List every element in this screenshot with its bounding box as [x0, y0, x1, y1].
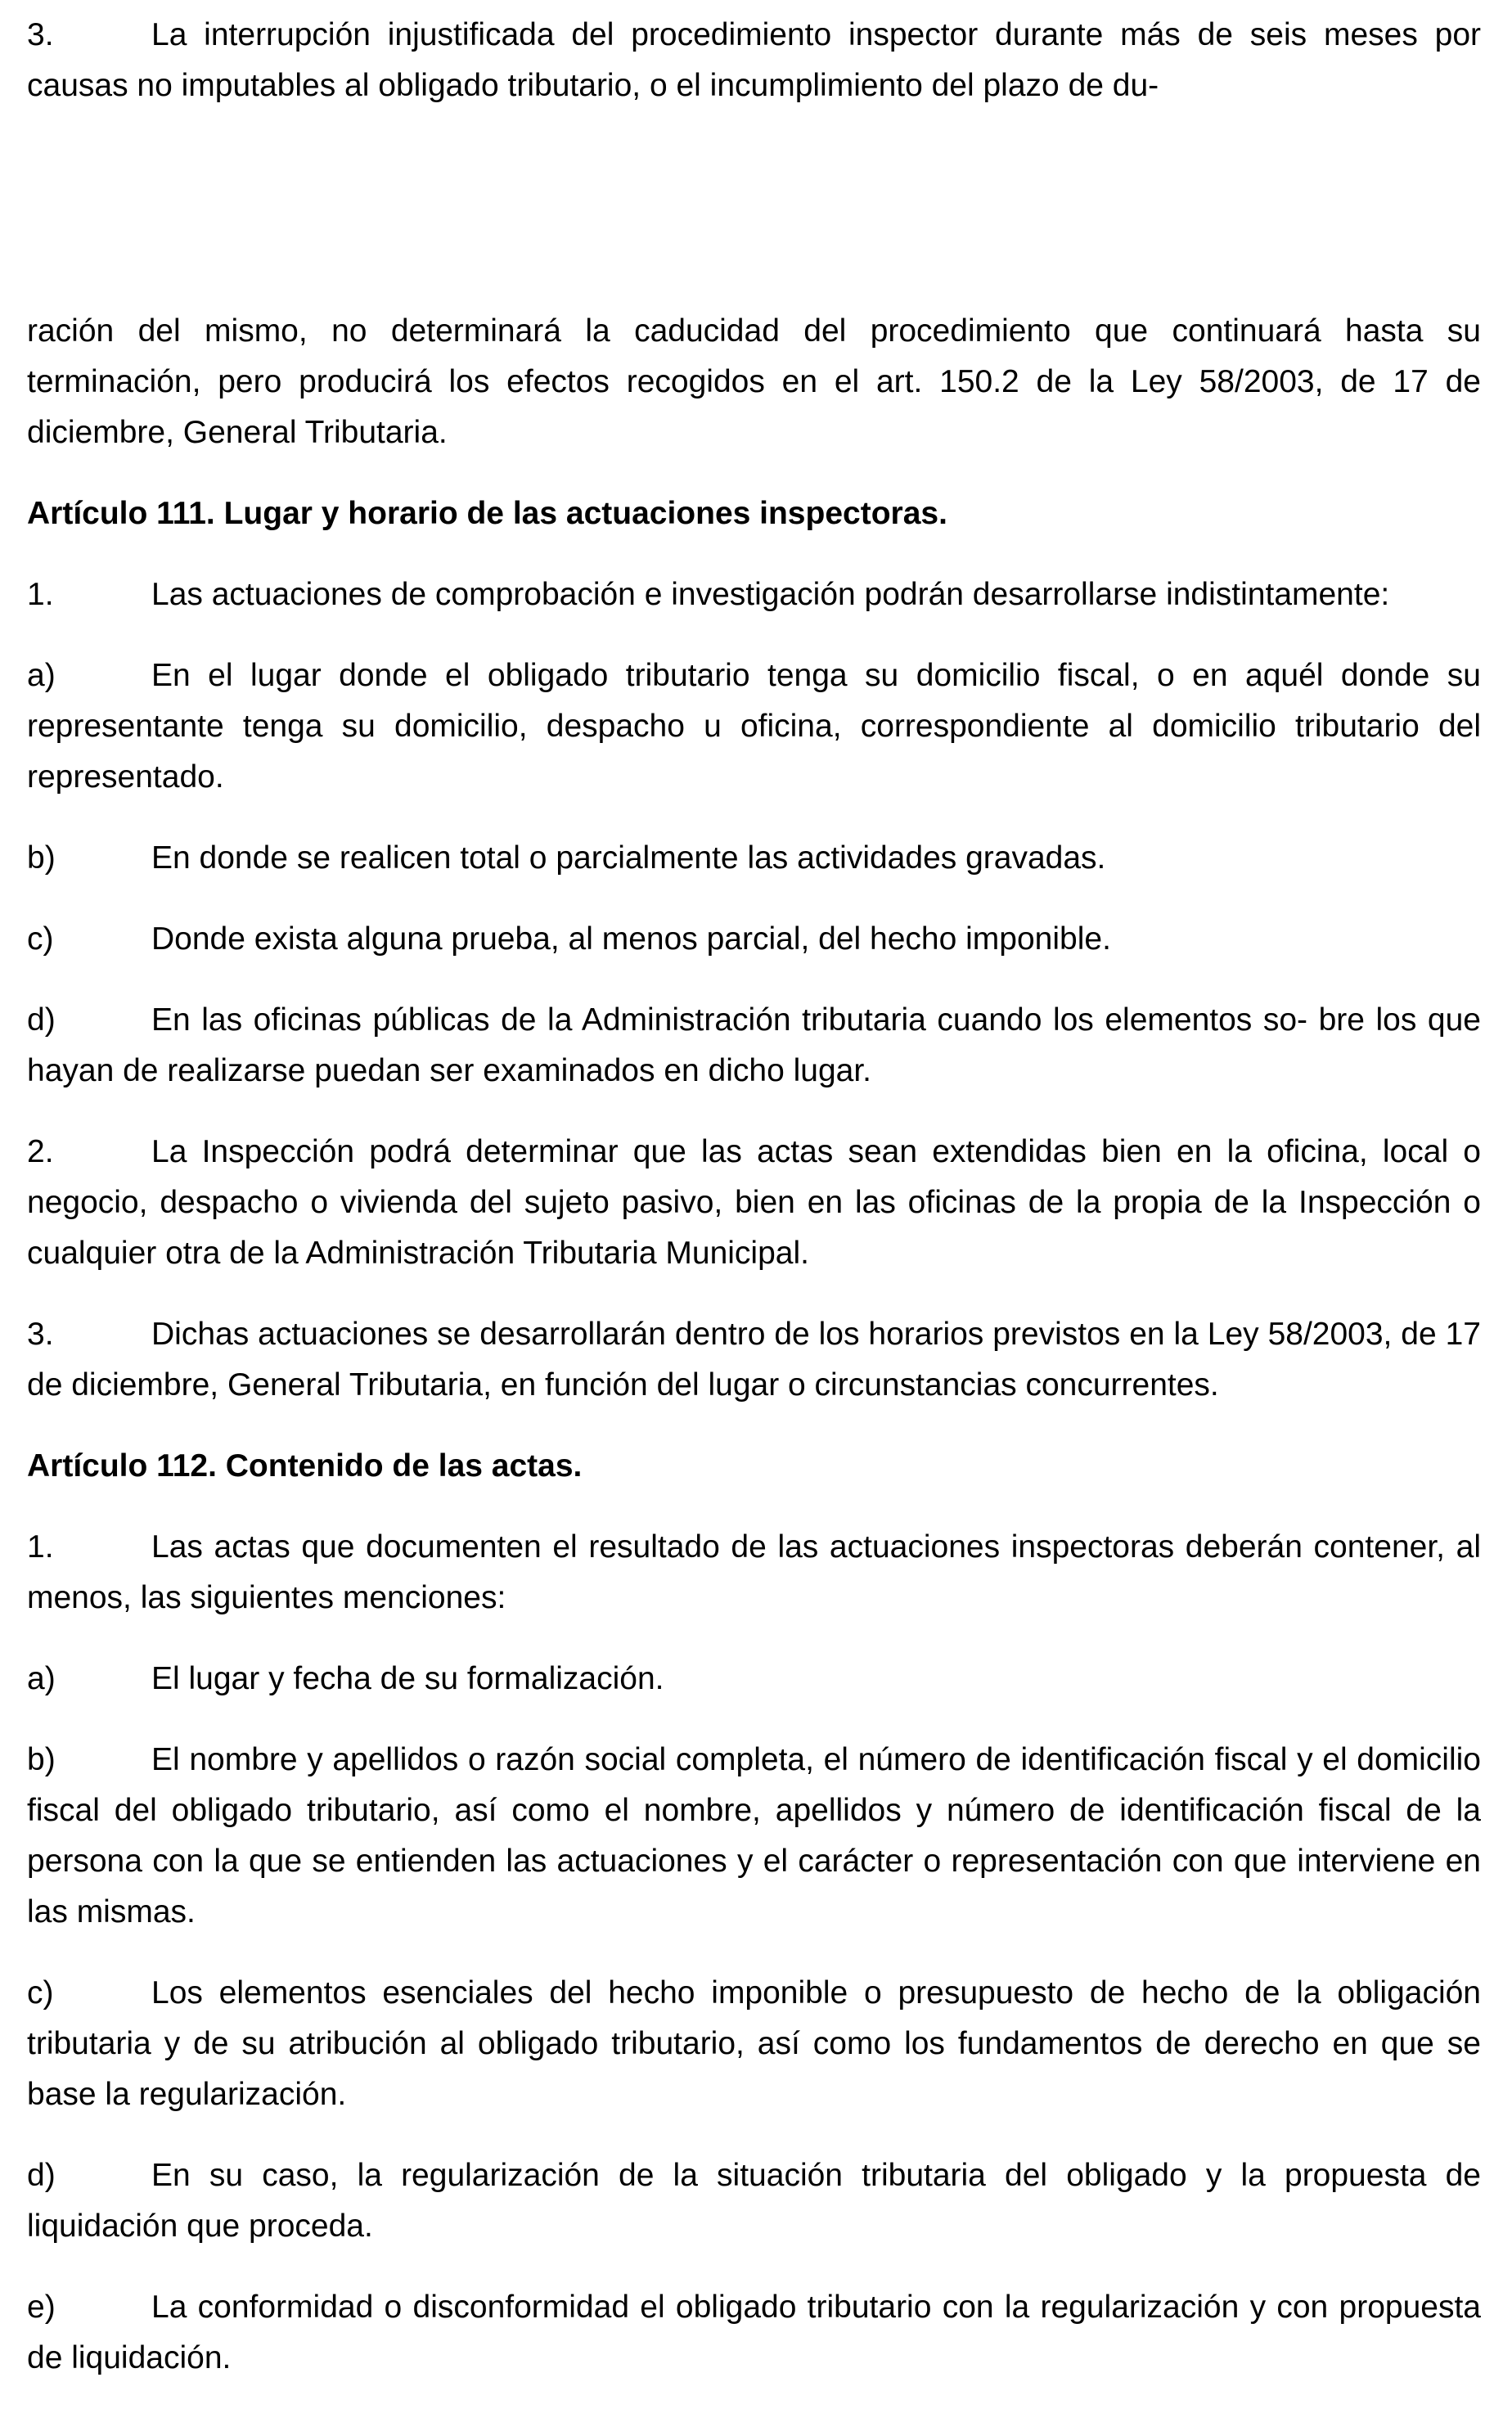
paragraph	[27, 2282, 1481, 2384]
paragraph	[27, 995, 1481, 1096]
paragraph	[27, 10, 1481, 111]
section-heading: Artículo 111. Lugar y horario de las actuaciones inspectoras.	[27, 496, 947, 531]
paragraph	[27, 570, 1481, 620]
paragraph-text: Los elementos esenciales del hecho imponible o presupuesto de hecho de la obligación tributaria y de su atribución al obligado tributario, así como los fundamentos de derecho en que se base la regularización.	[27, 1975, 1481, 2112]
list-label: 2.	[27, 1134, 54, 1169]
paragraph-text: En su caso, la regularización de la situación tributaria del obligado y la propuesta de liquidación que proceda.	[27, 2158, 1481, 2244]
paragraph-text: El nombre y apellidos o razón social completa, el número de identificación fiscal y el domicilio fiscal del obligado tributario, así como el nombre, apellidos y número de identificación fiscal de la persona con la que se entienden las actuaciones y el carácter o representación con que interviene en las mismas.	[27, 1742, 1481, 1929]
list-label: a)	[27, 658, 56, 693]
paragraph	[27, 833, 1481, 884]
list-label: a)	[27, 1661, 56, 1696]
paragraph	[27, 1968, 1481, 2120]
list-label: b)	[27, 840, 56, 876]
list-label: c)	[27, 921, 54, 957]
paragraph	[27, 1309, 1481, 1411]
list-label: 1.	[27, 1529, 54, 1565]
paragraph-text: Donde exista alguna prueba, al menos parcial, del hecho imponible.	[151, 921, 1111, 957]
paragraph	[27, 2150, 1481, 2252]
section-heading: Artículo 112. Contenido de las actas.	[27, 1448, 583, 1484]
paragraph	[27, 1522, 1481, 1623]
list-label: b)	[27, 1742, 56, 1777]
paragraph-text: Las actuaciones de comprobación e investigación podrán desarrollarse indistintamente:	[151, 577, 1390, 612]
paragraph-text: La Inspección podrá determinar que las actas sean extendidas bien en la oficina, local o negocio, despacho o vivienda del sujeto pasivo, bien en las oficinas de la propia de la Inspección o cualquier otra de la Administración Tributaria Municipal.	[27, 1134, 1481, 1271]
list-label: e)	[27, 2290, 56, 2325]
paragraph-text: En donde se realicen total o parcialmente las actividades gravadas.	[151, 840, 1106, 876]
list-label: c)	[27, 1975, 54, 2011]
paragraph	[27, 1735, 1481, 1938]
paragraph	[27, 1127, 1481, 1279]
paragraph	[27, 1654, 1481, 1704]
paragraph-text: Las actas que documenten el resultado de las actuaciones inspectoras deberán contener, al menos, las siguientes menciones:	[27, 1529, 1481, 1615]
list-label: d)	[27, 1002, 56, 1038]
paragraph-text: ración del mismo, no determinará la caducidad del procedimiento que continuará hasta su terminación, pero producirá los efectos recogidos en el art. 150.2 de la Ley 58/2003, de 17 de diciembre, General Tributaria.	[27, 313, 1481, 450]
list-label: 1.	[27, 577, 54, 612]
paragraph	[27, 914, 1481, 965]
list-label: d)	[27, 2158, 56, 2193]
list-label: 3.	[27, 1317, 54, 1352]
paragraph-text: Dichas actuaciones se desarrollarán dentro de los horarios previstos en la Ley 58/2003, de 17 de diciembre, General Tributaria, en función del lugar o circunstancias concurrentes.	[27, 1317, 1481, 1403]
paragraph-text: El lugar y fecha de su formalización.	[151, 1661, 664, 1696]
paragraph	[27, 306, 1481, 458]
paragraph-text: En las oficinas públicas de la Administración tributaria cuando los elementos so- bre los que hayan de realizarse puedan ser examinados en dicho lugar.	[27, 1002, 1481, 1088]
paragraph-text: La interrupción injustificada del procedimiento inspector durante más de seis meses por causas no imputables al obligado tributario, o el incumplimiento del plazo de du-	[27, 17, 1481, 103]
paragraph	[27, 651, 1481, 803]
paragraph-text: En el lugar donde el obligado tributario tenga su domicilio fiscal, o en aquél donde su representante tenga su domicilio, despacho u oficina, correspondiente al domicilio tributario del representado.	[27, 658, 1481, 795]
paragraph-text: La conformidad o disconformidad el obligado tributario con la regularización y con propuesta de liquidación.	[27, 2290, 1481, 2375]
list-label: 3.	[27, 17, 54, 52]
